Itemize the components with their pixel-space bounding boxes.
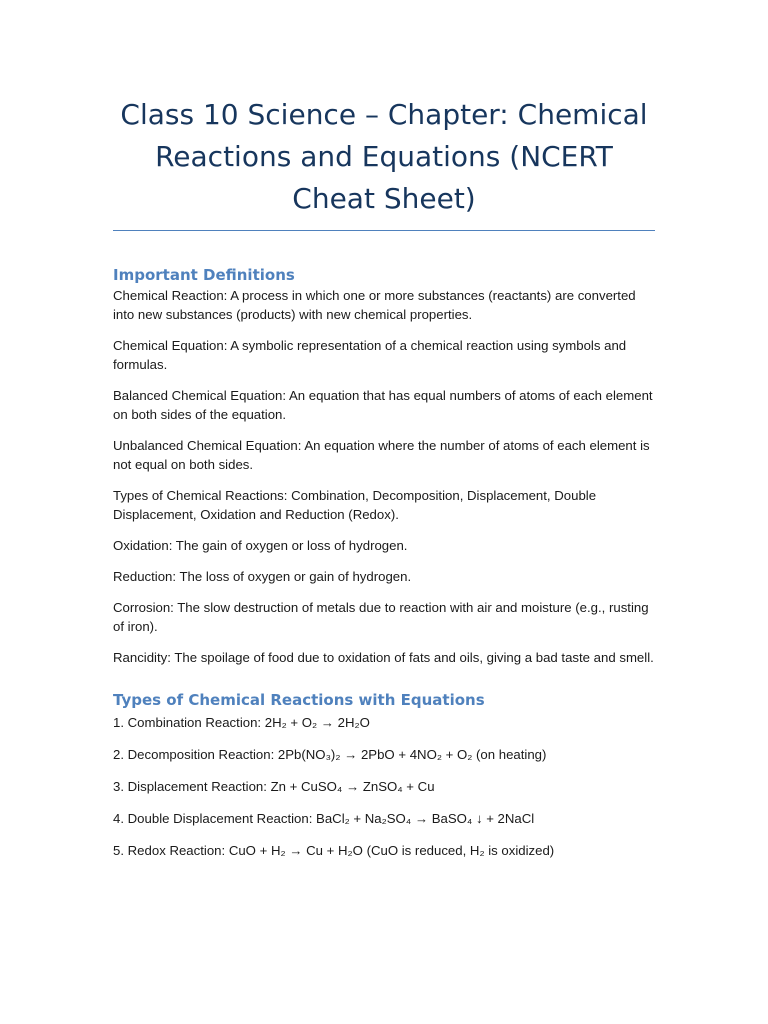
reaction-redox: 5. Redox Reaction: CuO + H₂ → Cu + H₂O (CuO is reduced, H₂ is oxidized) [113,843,555,858]
definition-oxidation: Oxidation: The gain of oxygen or loss of hydrogen. [113,538,408,553]
reactions-heading: Types of Chemical Reactions with Equations [113,691,485,709]
definitions-heading: Important Definitions [113,266,295,284]
definition-balanced-equation: Balanced Chemical Equation: An equation that has equal numbers of atoms of each element on both sides of the equation. [113,388,653,422]
reactions-list [113,713,655,860]
definition-chemical-equation: Chemical Equation: A symbolic representation of a chemical reaction using symbols and formulas. [113,338,627,372]
definition-rancidity: Rancidity: The spoilage of food due to oxidation of fats and oils, giving a bad taste and smell. [113,650,654,665]
reaction-displacement: 3. Displacement Reaction: Zn + CuSO₄ → ZnSO₄ + Cu [113,779,435,794]
title-divider [113,230,655,231]
reaction-combination: 1. Combination Reaction: 2H₂ + O₂ → 2H₂O [113,715,370,730]
definitions-list [113,286,655,667]
definition-reaction-types: Types of Chemical Reactions: Combination, Decomposition, Displacement, Double Displacement, Oxidation and Reduction (Redox). [113,488,597,522]
definition-corrosion: Corrosion: The slow destruction of metals due to reaction with air and moisture (e.g., rusting of iron). [113,600,649,634]
definition-unbalanced-equation: Unbalanced Chemical Equation: An equation where the number of atoms of each element is not equal on both sides. [113,438,650,472]
reaction-decomposition: 2. Decomposition Reaction: 2Pb(NO₃)₂ → 2PbO + 4NO₂ + O₂ (on heating) [113,747,547,762]
document-title: Class 10 Science – Chapter: Chemical Reactions and Equations (NCERT Cheat Sheet) [120,98,648,215]
definition-reduction: Reduction: The loss of oxygen or gain of hydrogen. [113,569,412,584]
definition-chemical-reaction: Chemical Reaction: A process in which one or more substances (reactants) are converted into new substances (products) with new chemical properties. [113,288,636,322]
reaction-double-displacement: 4. Double Displacement Reaction: BaCl₂ + Na₂SO₄ → BaSO₄ ↓ + 2NaCl [113,811,535,826]
